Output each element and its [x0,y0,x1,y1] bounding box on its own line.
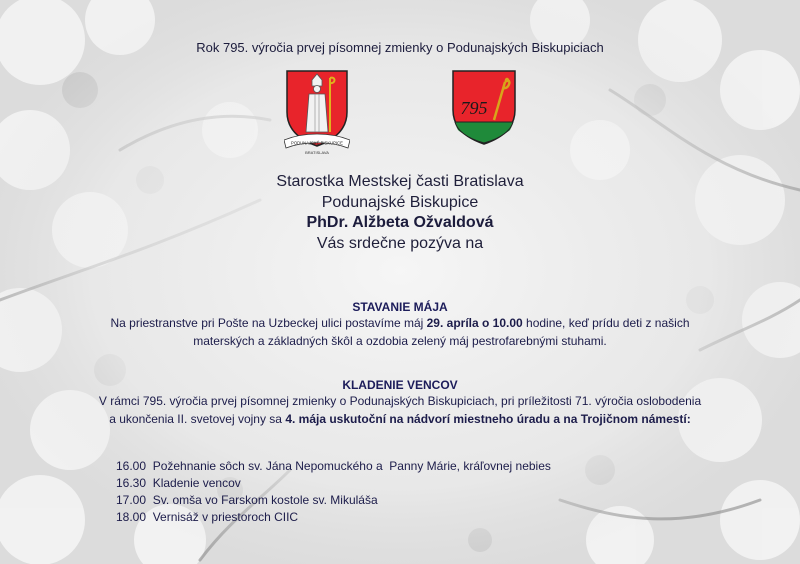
section-wreaths-title: KLADENIE VENCOV [342,378,458,392]
section-maypole-title: STAVANIE MÁJA [352,300,448,314]
event-schedule [116,458,551,526]
schedule-item [116,492,551,509]
maypole-line2: materských a základných škôl a ozdobia zelený máj pestrofarebnými stuhami. [193,334,607,348]
anniversary-header: Rok 795. výročia prvej písomnej zmienky o Podunajských Biskupiciach [196,40,604,55]
anniversary-crest-795 [450,68,518,148]
invitation-title-line1: Starostka Mestskej časti Bratislava [276,173,524,190]
schedule-time: 16.00 [116,459,147,473]
schedule-time: 18.00 [116,510,147,524]
wreaths-date-place: 4. mája uskutoční na nádvorí miestneho úradu a na Trojičnom námestí: [285,412,691,426]
crest-sub-text: BRATISLAVA [305,150,329,155]
maypole-line1-a: Na priestranstve pri Pošte na Uzbeckej ulici postavíme máj [110,316,427,330]
schedule-item [116,509,551,526]
schedule-time: 16.30 [116,476,147,490]
schedule-item [116,475,551,492]
wreaths-line2-a: a ukončenia II. svetovej vojny sa [109,412,286,426]
wreaths-line1: V rámci 795. výročia prvej písomnej zmienky o Podunajských Biskupiciach, pri príležitosti 71. výročia oslobodenia [98,394,702,408]
invitation-title-line4: Vás srdečne pozýva na [316,235,484,252]
schedule-text: Sv. omša vo Farskom kostole sv. Mikuláša [152,493,378,507]
schedule-text: Požehnanie sôch sv. Jána Nepomuckého a Panny Márie, kráľovnej nebies [152,459,551,473]
schedule-text: Kladenie vencov [152,476,241,490]
section-maypole-text [0,314,800,350]
section-wreaths-text [0,392,800,428]
mayor-name: PhDr. Alžbeta Ožvaldová [306,214,494,231]
maypole-line1-c: hodine, keď prídu deti z našich [522,316,690,330]
crest-number: 795 [460,98,488,118]
schedule-time: 17.00 [116,493,147,507]
crest-ribbon-text: PODUNAJSKÉ BISKUPICE [291,140,343,146]
municipal-coat-of-arms [284,68,350,158]
maypole-date-time: 29. apríla o 10.00 [426,316,523,330]
schedule-item [116,458,551,475]
schedule-text: Vernisáž v priestoroch CIIC [152,510,299,524]
invitation-title-line2: Podunajské Biskupice [321,194,479,211]
